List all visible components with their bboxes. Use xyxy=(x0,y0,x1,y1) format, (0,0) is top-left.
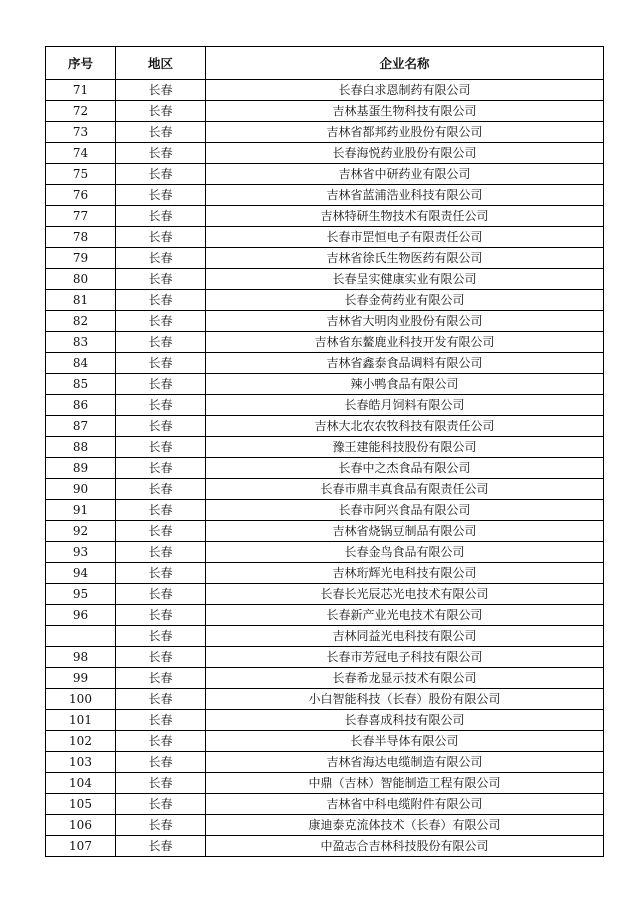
table-row xyxy=(46,122,604,143)
cell-region: 长春 xyxy=(116,794,206,815)
cell-serial-number: 90 xyxy=(46,479,116,500)
table-row xyxy=(46,311,604,332)
cell-serial-number: 89 xyxy=(46,458,116,479)
cell-serial-number: 72 xyxy=(46,101,116,122)
cell-company-name: 长春新产业光电技术有限公司 xyxy=(206,605,604,626)
cell-company-name: 吉林特研生物技术有限责任公司 xyxy=(206,206,604,227)
cell-company-name: 吉林省烧锅豆制品有限公司 xyxy=(206,521,604,542)
table-row xyxy=(46,80,604,101)
cell-region: 长春 xyxy=(116,122,206,143)
cell-company-name: 吉林省鑫泰食品调料有限公司 xyxy=(206,353,604,374)
table-row xyxy=(46,773,604,794)
table-row xyxy=(46,458,604,479)
table-row xyxy=(46,689,604,710)
cell-region: 长春 xyxy=(116,668,206,689)
table-row xyxy=(46,731,604,752)
cell-serial-number xyxy=(46,626,116,647)
cell-region: 长春 xyxy=(116,752,206,773)
table-row xyxy=(46,437,604,458)
table-row xyxy=(46,542,604,563)
cell-region: 长春 xyxy=(116,836,206,857)
table-row xyxy=(46,143,604,164)
cell-company-name: 长春市阿兴食品有限公司 xyxy=(206,500,604,521)
company-table xyxy=(45,46,604,857)
cell-region: 长春 xyxy=(116,563,206,584)
table-row xyxy=(46,668,604,689)
header-row xyxy=(46,47,604,80)
cell-region: 长春 xyxy=(116,458,206,479)
table-row xyxy=(46,395,604,416)
cell-serial-number: 96 xyxy=(46,605,116,626)
cell-serial-number: 105 xyxy=(46,794,116,815)
cell-company-name: 长春喜成科技有限公司 xyxy=(206,710,604,731)
cell-region: 长春 xyxy=(116,542,206,563)
cell-company-name: 辣小鸭食品有限公司 xyxy=(206,374,604,395)
cell-serial-number: 98 xyxy=(46,647,116,668)
cell-region: 长春 xyxy=(116,269,206,290)
table-row xyxy=(46,752,604,773)
cell-serial-number: 103 xyxy=(46,752,116,773)
table-row xyxy=(46,584,604,605)
cell-region: 长春 xyxy=(116,689,206,710)
cell-company-name: 长春金荷药业有限公司 xyxy=(206,290,604,311)
table-row xyxy=(46,353,604,374)
cell-serial-number: 76 xyxy=(46,185,116,206)
cell-company-name: 康迪泰克流体技术（长春）有限公司 xyxy=(206,815,604,836)
table-row xyxy=(46,479,604,500)
cell-company-name: 吉林珩辉光电科技有限公司 xyxy=(206,563,604,584)
table-row xyxy=(46,647,604,668)
cell-company-name: 吉林同益光电科技有限公司 xyxy=(206,626,604,647)
cell-company-name: 长春半导体有限公司 xyxy=(206,731,604,752)
table-row xyxy=(46,563,604,584)
cell-serial-number: 101 xyxy=(46,710,116,731)
cell-region: 长春 xyxy=(116,521,206,542)
cell-region: 长春 xyxy=(116,437,206,458)
cell-company-name: 吉林省大明肉业股份有限公司 xyxy=(206,311,604,332)
table-row xyxy=(46,164,604,185)
cell-company-name: 长春市芳冠电子科技有限公司 xyxy=(206,647,604,668)
table-row xyxy=(46,815,604,836)
cell-region: 长春 xyxy=(116,80,206,101)
cell-company-name: 吉林省蓝浦浩业科技有限公司 xyxy=(206,185,604,206)
cell-serial-number: 80 xyxy=(46,269,116,290)
table-row xyxy=(46,605,604,626)
cell-region: 长春 xyxy=(116,626,206,647)
cell-region: 长春 xyxy=(116,647,206,668)
cell-company-name: 吉林省徐氏生物医药有限公司 xyxy=(206,248,604,269)
cell-region: 长春 xyxy=(116,353,206,374)
cell-serial-number: 94 xyxy=(46,563,116,584)
cell-region: 长春 xyxy=(116,101,206,122)
cell-company-name: 长春长光辰芯光电技术有限公司 xyxy=(206,584,604,605)
cell-serial-number: 106 xyxy=(46,815,116,836)
cell-company-name: 吉林省都邦药业股份有限公司 xyxy=(206,122,604,143)
table-row xyxy=(46,710,604,731)
cell-company-name: 吉林省东鳌鹿业科技开发有限公司 xyxy=(206,332,604,353)
cell-region: 长春 xyxy=(116,710,206,731)
cell-region: 长春 xyxy=(116,143,206,164)
cell-serial-number: 71 xyxy=(46,80,116,101)
table-row xyxy=(46,227,604,248)
cell-company-name: 长春呈实健康实业有限公司 xyxy=(206,269,604,290)
cell-serial-number: 93 xyxy=(46,542,116,563)
cell-region: 长春 xyxy=(116,332,206,353)
cell-region: 长春 xyxy=(116,605,206,626)
table-row xyxy=(46,290,604,311)
table-row xyxy=(46,185,604,206)
table-row xyxy=(46,500,604,521)
cell-region: 长春 xyxy=(116,395,206,416)
cell-serial-number: 79 xyxy=(46,248,116,269)
cell-serial-number: 100 xyxy=(46,689,116,710)
cell-serial-number: 85 xyxy=(46,374,116,395)
table-row xyxy=(46,332,604,353)
header-serial-number: 序号 xyxy=(46,47,116,80)
table-row xyxy=(46,626,604,647)
cell-serial-number: 83 xyxy=(46,332,116,353)
cell-region: 长春 xyxy=(116,479,206,500)
cell-company-name: 中鼎（吉林）智能制造工程有限公司 xyxy=(206,773,604,794)
header-region: 地区 xyxy=(116,47,206,80)
cell-region: 长春 xyxy=(116,773,206,794)
cell-region: 长春 xyxy=(116,227,206,248)
cell-company-name: 中盈志合吉林科技股份有限公司 xyxy=(206,836,604,857)
cell-serial-number: 77 xyxy=(46,206,116,227)
cell-serial-number: 87 xyxy=(46,416,116,437)
cell-company-name: 长春海悦药业股份有限公司 xyxy=(206,143,604,164)
document-page xyxy=(45,46,603,857)
table-row xyxy=(46,374,604,395)
cell-serial-number: 73 xyxy=(46,122,116,143)
cell-company-name: 长春希龙显示技术有限公司 xyxy=(206,668,604,689)
header-company-name: 企业名称 xyxy=(206,47,604,80)
cell-serial-number: 84 xyxy=(46,353,116,374)
table-row xyxy=(46,206,604,227)
cell-company-name: 豫王建能科技股份有限公司 xyxy=(206,437,604,458)
cell-region: 长春 xyxy=(116,311,206,332)
cell-company-name: 吉林省中研药业有限公司 xyxy=(206,164,604,185)
cell-company-name: 小白智能科技（长春）股份有限公司 xyxy=(206,689,604,710)
cell-region: 长春 xyxy=(116,815,206,836)
cell-region: 长春 xyxy=(116,290,206,311)
cell-region: 长春 xyxy=(116,584,206,605)
table-row xyxy=(46,521,604,542)
cell-company-name: 长春皓月饲料有限公司 xyxy=(206,395,604,416)
cell-region: 长春 xyxy=(116,164,206,185)
table-header xyxy=(46,47,604,80)
cell-company-name: 长春市鼎丰真食品有限责任公司 xyxy=(206,479,604,500)
cell-company-name: 吉林基蛋生物科技有限公司 xyxy=(206,101,604,122)
table-row xyxy=(46,248,604,269)
cell-region: 长春 xyxy=(116,500,206,521)
cell-company-name: 长春金鸟食品有限公司 xyxy=(206,542,604,563)
cell-region: 长春 xyxy=(116,185,206,206)
cell-serial-number: 86 xyxy=(46,395,116,416)
cell-serial-number: 92 xyxy=(46,521,116,542)
cell-company-name: 长春中之杰食品有限公司 xyxy=(206,458,604,479)
cell-company-name: 长春市罡恒电子有限责任公司 xyxy=(206,227,604,248)
table-row xyxy=(46,269,604,290)
cell-serial-number: 99 xyxy=(46,668,116,689)
cell-serial-number: 78 xyxy=(46,227,116,248)
cell-serial-number: 88 xyxy=(46,437,116,458)
table-row xyxy=(46,836,604,857)
cell-company-name: 吉林省海达电缆制造有限公司 xyxy=(206,752,604,773)
cell-region: 长春 xyxy=(116,374,206,395)
table-body xyxy=(46,80,604,857)
cell-serial-number: 107 xyxy=(46,836,116,857)
cell-company-name: 长春白求恩制药有限公司 xyxy=(206,80,604,101)
cell-region: 长春 xyxy=(116,248,206,269)
cell-region: 长春 xyxy=(116,206,206,227)
cell-serial-number: 74 xyxy=(46,143,116,164)
table-row xyxy=(46,794,604,815)
cell-company-name: 吉林省中科电缆附件有限公司 xyxy=(206,794,604,815)
table-row xyxy=(46,101,604,122)
cell-serial-number: 81 xyxy=(46,290,116,311)
cell-serial-number: 82 xyxy=(46,311,116,332)
cell-company-name: 吉林大北农农牧科技有限责任公司 xyxy=(206,416,604,437)
table-row xyxy=(46,416,604,437)
cell-serial-number: 102 xyxy=(46,731,116,752)
cell-region: 长春 xyxy=(116,731,206,752)
cell-serial-number: 95 xyxy=(46,584,116,605)
cell-serial-number: 75 xyxy=(46,164,116,185)
cell-region: 长春 xyxy=(116,416,206,437)
cell-serial-number: 104 xyxy=(46,773,116,794)
cell-serial-number: 91 xyxy=(46,500,116,521)
